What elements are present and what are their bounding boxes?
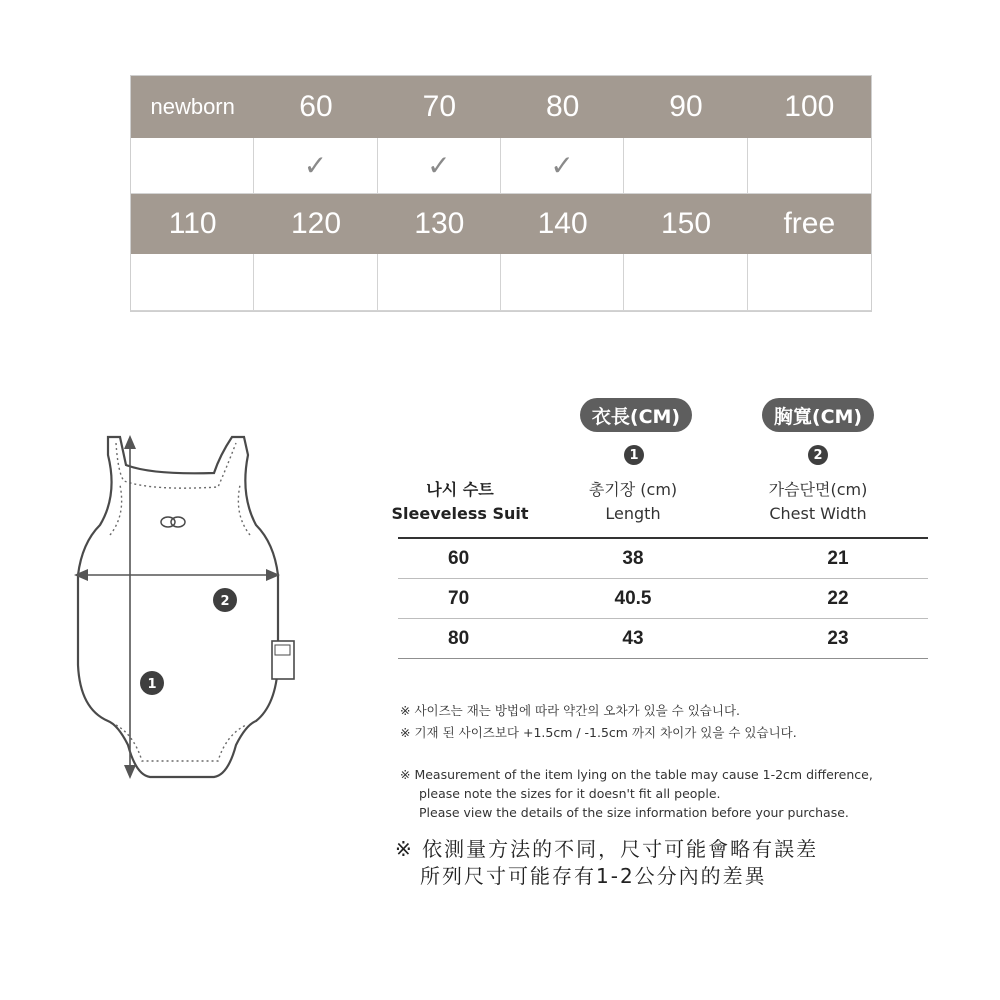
chest-number-badge: 2: [808, 445, 828, 465]
note-en-line-1: ※ Measurement of the item lying on the table may cause 1-2cm difference,: [400, 767, 873, 782]
length-badge-label: 1: [147, 677, 157, 692]
length-arrow-head: [124, 435, 136, 449]
chest-cell: 22: [827, 587, 849, 609]
note-ko-2: ※ 기재 된 사이즈보다 +1.5cm / -1.5cm 까지 차이가 있을 수 있습니다.: [400, 725, 797, 740]
chest-column-header: [728, 478, 908, 526]
availability-cell: [254, 254, 377, 311]
availability-cell: [131, 138, 254, 194]
table-row: [398, 619, 928, 659]
chest-label-ko: 가슴단면(cm): [768, 480, 868, 499]
availability-cell: [624, 254, 747, 311]
size-header-cell: 70: [378, 76, 501, 138]
note-zh: [395, 836, 818, 890]
length-cell: 40.5: [614, 587, 652, 609]
size-cell: 70: [448, 587, 470, 609]
size-header-cell: free: [748, 194, 871, 254]
chest-cell: 23: [827, 627, 849, 649]
chest-badge-label: 2: [220, 594, 230, 609]
table-row: [398, 579, 928, 619]
size-header-cell: 110: [131, 194, 254, 254]
note-zh-line-2: 所列尺寸可能存有1-2公分內的差異: [420, 864, 767, 888]
size-header-cell: 90: [624, 76, 747, 138]
length-label-en: Length: [605, 504, 661, 523]
availability-check: ✓: [378, 138, 501, 194]
size-header-cell: 150: [624, 194, 747, 254]
chest-cell: 21: [827, 547, 849, 569]
size-header-cell: 80: [501, 76, 624, 138]
size-header-cell: 140: [501, 194, 624, 254]
note-ko-1: ※ 사이즈는 재는 방법에 따라 약간의 오차가 있을 수 있습니다.: [400, 703, 741, 718]
availability-cell: [748, 254, 871, 311]
size-header-cell: 60: [254, 76, 377, 138]
length-unit-pill: 衣長(CM): [580, 398, 692, 432]
availability-cell: [501, 254, 624, 311]
availability-cell: [378, 254, 501, 311]
chest-unit-pill: 胸寬(CM): [762, 398, 874, 432]
table-row: [398, 539, 928, 579]
measurement-table: [398, 537, 928, 659]
length-label-ko: 총기장 (cm): [588, 480, 678, 499]
availability-cell: [624, 138, 747, 194]
item-name-ko: 나시 수트: [426, 480, 494, 499]
note-en-line-3: Please view the details of the size information before your purchase.: [419, 805, 849, 820]
length-cell: 43: [622, 627, 644, 649]
garment-trim: [116, 725, 246, 761]
size-cell: 60: [448, 547, 470, 569]
size-header-cell: 120: [254, 194, 377, 254]
length-column-header: [543, 478, 723, 526]
note-en: [400, 765, 873, 822]
size-header-cell: newborn: [131, 76, 254, 138]
logo-icon: [161, 517, 185, 527]
length-arrow-head: [124, 765, 136, 779]
availability-cell: [131, 254, 254, 311]
sleeveless-suit-illustration: [60, 425, 300, 795]
length-number-badge: 1: [624, 445, 644, 465]
size-header-cell: 130: [378, 194, 501, 254]
size-header-cell: 100: [748, 76, 871, 138]
item-name-en: Sleeveless Suit: [391, 504, 529, 523]
chest-label-en: Chest Width: [769, 504, 867, 523]
note-zh-line-1: ※ 依測量方法的不同，尺寸可能會略有誤差: [395, 837, 819, 861]
availability-cell: [748, 138, 871, 194]
chest-arrow-head: [74, 569, 88, 581]
size-availability-grid: [130, 75, 872, 312]
size-cell: 80: [448, 627, 470, 649]
availability-check: ✓: [501, 138, 624, 194]
garment-outline: [78, 437, 278, 777]
availability-check: ✓: [254, 138, 377, 194]
length-cell: 38: [622, 547, 644, 569]
garment-trim: [116, 443, 236, 488]
note-en-line-2: please note the sizes for it doesn't fit all people.: [419, 786, 721, 801]
item-name-header: [370, 478, 550, 526]
